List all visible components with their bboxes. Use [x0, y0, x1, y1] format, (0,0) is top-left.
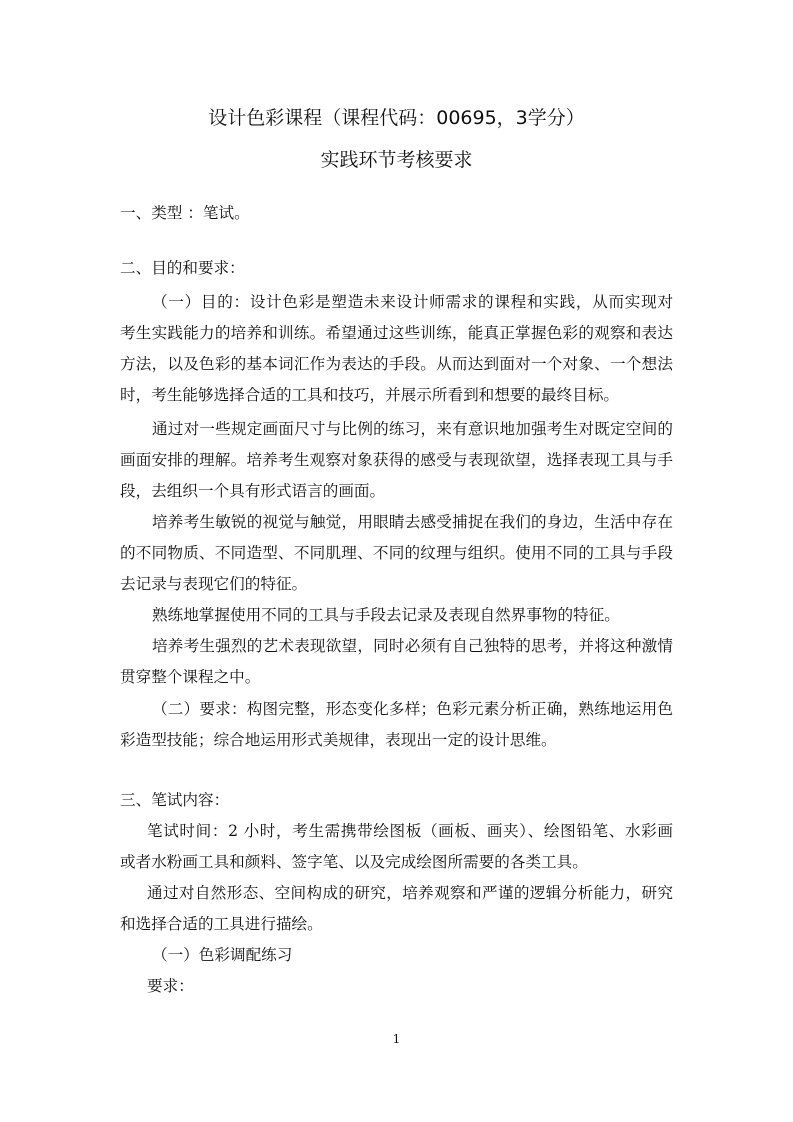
paragraph-line: 去记录与表现它们的特征。 — [120, 575, 308, 593]
paragraph-line: 彩造型技能；综合地运用形式美规律，表现出一定的设计思维。 — [120, 731, 557, 749]
paragraph-line: 和选择合适的工具进行描绘。 — [120, 915, 323, 933]
paragraph-line: 段，去组织一个具有形式语言的画面。 — [120, 482, 386, 500]
paragraph-line: 时，考生能够选择合适的工具和技巧，并展示所看到和想要的最终目标。 — [120, 386, 620, 404]
document-subtitle: 实践环节考核要求 — [320, 149, 473, 171]
paragraph-line: 贯穿整个课程之中。 — [120, 668, 261, 686]
section-heading-type: 一、类型 ：笔试。 — [120, 204, 250, 222]
paragraph-line: 培养考生敏锐的视觉与触觉，用眼睛去感受捕捉在我们的身边，生活中存在 — [152, 513, 673, 531]
paragraph-line: 的不同物质、不同造型、不同肌理、不同的纹理与组织。使用不同的工具与手段 — [120, 544, 673, 562]
paragraph-line: 方法，以及色彩的基本词汇作为表达的手段。从而达到面对一个对象、一个想法 — [120, 355, 673, 373]
paragraph-line: （二）要求：构图完整，形态变化多样；色彩元素分析正确，熟练地运用色 — [152, 700, 673, 718]
paragraph-line: 笔试时间：2 小时，考生需携带绘图板（画板、画夹）、绘图铅笔、水彩画 — [147, 822, 673, 840]
paragraph-line: 要求： — [147, 977, 194, 995]
paragraph-line: 培养考生强烈的艺术表现欲望，同时必须有自己独特的思考，并将这种激情 — [152, 637, 673, 655]
paragraph-line: 熟练地掌握使用不同的工具与手段去记录及表现自然界事物的特征。 — [152, 606, 620, 624]
page-number: 1 — [392, 1032, 401, 1046]
section-heading-content: 三、笔试内容： — [120, 791, 230, 809]
paragraph-line: 或者水粉画工具和颜料、签字笔、以及完成绘图所需要的各类工具。 — [120, 853, 588, 871]
paragraph-line: 通过对自然形态、空间构成的研究，培养观察和严谨的逻辑分析能力，研究 — [147, 884, 673, 902]
paragraph-line: 考生实践能力的培养和训练。希望通过这些训练，能真正掌握色彩的观察和表达 — [120, 324, 673, 342]
document-title: 设计色彩课程（课程代码：00695，3学分） — [208, 107, 585, 129]
paragraph-line: 通过对一些规定画面尺寸与比例的练习，来有意识地加强考生对既定空间的 — [152, 420, 673, 438]
paragraph-line: 画面安排的理解。培养考生观察对象获得的感受与表现欲望，选择表现工具与手 — [120, 451, 673, 469]
section-heading-purpose: 二、目的和要求： — [120, 259, 245, 277]
paragraph-line: （一）目的：设计色彩是塑造未来设计师需求的课程和实践，从而实现对 — [152, 293, 673, 311]
subsection-heading: （一）色彩调配练习 — [152, 946, 293, 964]
